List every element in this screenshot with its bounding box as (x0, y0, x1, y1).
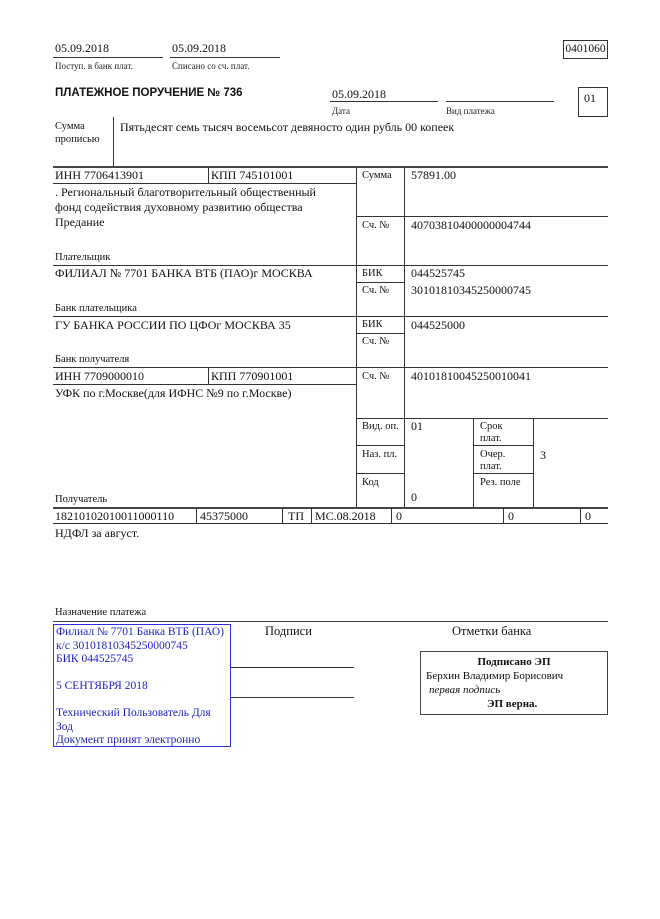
form-code: 0401060 (563, 40, 608, 59)
divider (473, 418, 474, 508)
payer-bank-account: 30101810345250000745 (411, 283, 531, 297)
stamp-line (56, 694, 228, 708)
amount-words-label-2: прописью (55, 134, 100, 145)
divider (391, 508, 392, 523)
divider (170, 57, 280, 58)
stamp-line: к/с 30101810345250000745 (56, 639, 188, 652)
divider (404, 167, 405, 508)
date-label: Дата (332, 106, 350, 116)
divider (53, 621, 608, 622)
op-type: 01 (411, 419, 423, 433)
signature-line (231, 667, 354, 668)
divider (330, 101, 438, 102)
divider (208, 167, 209, 183)
divider (282, 508, 283, 523)
divider (53, 523, 608, 524)
payer-bank-bik-label: БИК (362, 268, 383, 279)
stamp-line: Документ принят электронно (56, 734, 201, 746)
stamp-line: Зод (56, 720, 74, 733)
divider (53, 57, 163, 58)
payment-type-field: 0 (585, 509, 591, 523)
stamp-line: Технический Пользователь Для (56, 707, 211, 719)
divider (446, 101, 554, 102)
payer-name-2: фонд содействия духовному развитию общества (55, 200, 303, 214)
divider (311, 508, 312, 523)
received-date: 05.09.2018 (55, 41, 109, 55)
debited-date: 05.09.2018 (172, 41, 226, 55)
payee-bank-bik: 044525000 (411, 318, 465, 332)
debited-label: Списано со сч. плат. (172, 61, 250, 71)
payee-name: УФК по г.Москве(для ИФНС №9 по г.Москве) (55, 386, 292, 400)
order-date: 05.09.2018 (332, 87, 386, 101)
reserve-label: Рез. поле (480, 477, 521, 488)
divider (196, 508, 197, 523)
amount-value: 57891.00 (411, 168, 456, 182)
payment-type-label: Вид платежа (446, 106, 495, 116)
divider (208, 367, 209, 384)
amount-label: Сумма (362, 170, 392, 181)
basis: ТП (288, 509, 304, 523)
payer-label: Плательщик (55, 252, 111, 263)
divider (356, 216, 608, 217)
op-type-label: Вид. оп. (362, 421, 399, 432)
divider (53, 367, 608, 368)
stamp-line: Филиал № 7701 Банка ВТБ (ПАО) (56, 626, 224, 638)
payer-kpp: КПП 745101001 (211, 168, 294, 182)
payer-bank-label: Банк плательщика (55, 303, 137, 314)
payee-inn: ИНН 7709000010 (55, 369, 144, 383)
divider (53, 183, 356, 184)
divider (356, 473, 404, 474)
payer-name-1: . Региональный благотворительный общественный (55, 185, 316, 199)
oktmo: 45375000 (200, 509, 248, 523)
doc-date: 0 (508, 509, 514, 523)
priority-label-1: Очер. (480, 449, 506, 460)
payer-bank-name: ФИЛИАЛ № 7701 БАНКА ВТБ (ПАО)г МОСКВА (55, 266, 313, 280)
e-signature-stamp (420, 651, 608, 715)
payer-bank-bik: 044525745 (411, 266, 465, 280)
payer-account: 40703810400000004744 (411, 218, 531, 232)
doc-number: 0 (396, 509, 402, 523)
stamp-line: БИК 044525745 (56, 653, 134, 665)
amount-words-label-1: Сумма (55, 121, 85, 132)
payer-name-3: Предание (55, 215, 105, 229)
payee-account: 40101810045250010041 (411, 369, 531, 383)
payee-label: Получатель (55, 494, 108, 505)
term-label-2: плат. (480, 433, 502, 444)
term-label-1: Срок (480, 421, 503, 432)
amount-words: Пятьдесят семь тысяч восемьсот девяносто один рубль 00 копеек (120, 120, 455, 134)
payer-inn: ИНН 7706413901 (55, 168, 144, 182)
divider (356, 445, 404, 446)
code-label: Код (362, 477, 379, 488)
tax-period: МС.08.2018 (315, 509, 376, 523)
divider (533, 418, 534, 508)
divider (356, 282, 404, 283)
signature-verified: ЭП верна. (487, 698, 538, 710)
page-title: ПЛАТЕЖНОЕ ПОРУЧЕНИЕ № 736 (55, 87, 243, 99)
status-code: 01 (578, 87, 608, 117)
payee-bank-label: Банк получателя (55, 354, 130, 365)
payer-account-label: Сч. № (362, 220, 390, 231)
divider (473, 445, 533, 446)
priority: 3 (540, 448, 546, 462)
signature-type: первая подпись (429, 684, 501, 696)
divider (473, 473, 533, 474)
payee-bank-account-label: Сч. № (362, 336, 390, 347)
divider (580, 508, 581, 523)
signer-name: Берхин Владимир Борисович (426, 670, 564, 682)
signature-line (231, 697, 354, 698)
bank-marks-label: Отметки банка (452, 624, 532, 638)
stamp-line: 5 СЕНТЯБРЯ 2018 (56, 680, 148, 692)
divider (356, 167, 357, 508)
code-value: 0 (411, 490, 417, 504)
divider (113, 117, 114, 166)
payee-kpp: КПП 770901001 (211, 369, 294, 383)
divider (356, 418, 608, 419)
payee-bank-name: ГУ БАНКА РОССИИ ПО ЦФОг МОСКВА 35 (55, 318, 291, 332)
priority-label-2: плат. (480, 461, 502, 472)
divider (503, 508, 504, 523)
signatures-label: Подписи (265, 624, 312, 638)
divider (53, 316, 608, 317)
purpose-label: Назначение платежа (55, 607, 147, 618)
signed-title: Подписано ЭП (477, 656, 551, 668)
divider (356, 333, 404, 334)
payer-bank-account-label: Сч. № (362, 285, 390, 296)
payee-account-label: Сч. № (362, 371, 390, 382)
bank-stamp (53, 624, 231, 747)
divider (53, 384, 356, 385)
payee-bank-bik-label: БИК (362, 319, 383, 330)
purpose-code-label: Наз. пл. (362, 449, 398, 460)
stamp-line (56, 667, 228, 681)
kbk: 18210102010011000110 (55, 509, 175, 523)
received-label: Поступ. в банк плат. (55, 61, 133, 71)
purpose-text: НДФЛ за август. (55, 526, 140, 540)
